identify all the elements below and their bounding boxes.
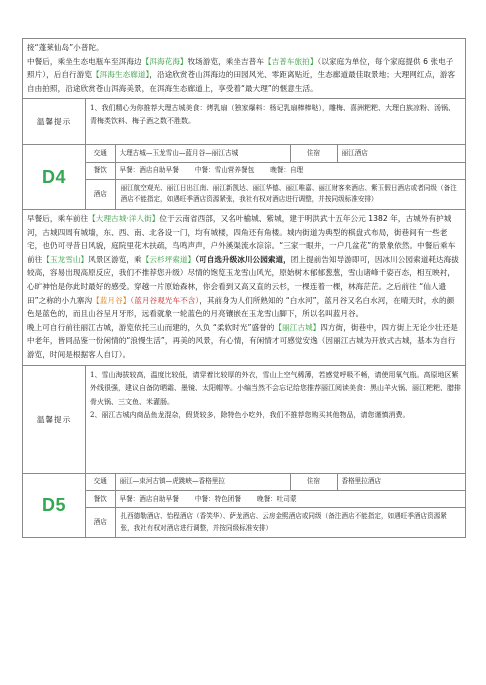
d4-stay-value: 丽江酒店 (337, 145, 465, 162)
d5-meal-label: 餐饮 (86, 491, 115, 508)
d5-breakfast: 早餐：酒店自助早餐 (119, 494, 179, 503)
d5-hotel-list: 扎西德勒酒店、怡程酒店（香笑华）、萨龙酒店、云房金熙酒店或同级（备注酒店不能指定，如遇旺季酒店资源紧张，我社有权对酒店进行调整，并按同级标准安排） (115, 508, 465, 538)
d4-text-1: 早餐后，乘车前往 (27, 214, 89, 224)
d5-stay-label: 住宿 (290, 474, 337, 491)
d4-info-table (86, 145, 465, 209)
d4-meal-label: 餐饮 (86, 162, 115, 179)
d5-transport-route: 丽江—束河古镇—虎跳峡—香格里拉 (115, 474, 290, 491)
day3-afternoon-text (23, 39, 466, 99)
intro-paragraph (27, 55, 461, 96)
dali-old-town-link: 【大理古城·洋人街】 (88, 214, 160, 224)
d4-hotel-label: 酒店 (86, 179, 115, 209)
jeep-photo-link: 【吉普车旅拍】 (263, 56, 318, 66)
d4-body-paragraph (27, 212, 461, 321)
d5-transport-label: 交通 (86, 474, 115, 491)
d4-lunch: 中餐：雪山营养餐包 (194, 166, 255, 175)
d4-transport-label: 交通 (86, 145, 115, 162)
tips1-text: 1、我们精心为你推荐大理古城美食：烤乳扇（独家爆料：杨记乳扇棒棒哒），雕梅、喜洲粑粑、大理白族凉粉、汤锅、青梅类饮料、梅子酒之数不胜数。 (86, 99, 466, 145)
blue-moon-valley-link: 【蓝月谷】 (92, 295, 131, 305)
erhai-flower-sea-link: 【洱海花海】 (141, 56, 188, 66)
d4-hotel-list: 丽江航空观光、丽江日出江南、丽江新凯达、丽江华德、丽江唯嘉、丽江财客来酒店、紫玉假日酒店或者同级（备注酒店不能指定，如遇旺季酒店资源紧张，我社有权对酒店进行调整，并按同级标准安排） (115, 179, 465, 209)
lijiang-old-town-link: 【丽江古城】 (274, 322, 321, 332)
d5-day-cell (23, 473, 86, 538)
d4-body-row (23, 210, 466, 366)
tips2-label: 温馨提示 (23, 365, 86, 473)
blue-moon-shuttle-note: （蓝月谷观光车不含） (130, 295, 200, 305)
d4-text-8: 团上提前告知导游即可，因冰川公园索道耗达海拔较高，容易出现高原反应，我们不推荐您升级）尽情的饱览玉龙雪山风光，原始树木郁郁葱葱，雪山诸峰千姿百态，相互映衬，心旷神怡是你此时最好的感受。穿越一片原始森林，你会看到又高又直的云杉，一棵连着一棵，林海茫茫。之后前往 “仙人遗田”之称的小九寨沟 (27, 254, 459, 305)
tips2-item-2: 2、丽江古城内商品鱼龙混杂，假货较多，除特色小吃外，我们不推荐您购买其他物品，请您谨慎消费。 (90, 411, 410, 420)
d4-day-label: D4 (41, 166, 66, 187)
d4-body-text (23, 210, 466, 366)
d4-meals (115, 162, 465, 179)
d5-dinner: 晚餐：吐司蒙 (257, 494, 297, 503)
d5-row (23, 473, 466, 538)
d4-transport-route: 大理古城—玉龙雪山—蓝月谷—丽江古城 (115, 145, 290, 162)
tips2-row (23, 365, 466, 473)
d4-text-5: 风景区游览，乘 (88, 254, 142, 264)
intro-line1: 接“蓬莱仙岛”小普陀。 (27, 43, 104, 52)
tips1-label: 温馨提示 (23, 99, 86, 145)
d4-text-11: ，其前身为人们所熟知的 “白水河”，蓝月谷又名白水河，在晴天时，水的颜色是蓝色的，而且山谷呈月牙形，远看就象一轮蓝色的月亮镶嵌在玉龙雪山脚下，所以名叫蓝月谷。 (27, 295, 455, 319)
d4-stay-label: 住宿 (290, 145, 337, 162)
eco-corridor-link: 【洱海生态廊道】 (92, 70, 150, 80)
intro-text-g: ，沿途欣赏苍山洱海边的田园风光、零距离贴近，生态廊道最佳取景地；大理网红点，游客自由拍照，沿途欣赏苍山洱海美景，在洱海生态廊道上，享受着“最大理”的惬意生活。 (27, 70, 456, 93)
d4-breakfast: 早餐：酒店自助早餐 (119, 166, 179, 175)
d5-hotel-label: 酒店 (86, 508, 115, 538)
tips2-item-1: 1、雪山海拔较高，温度比较低，请穿着比较厚的外衣，雪山上空气稀薄，若感觉呼吸不畅，请使用氧气瓶。高原地区紫外线很强，建议自备防晒霜、墨镜、太阳帽等。小编当然不会忘记给您推荐丽江阅读美食：黑山羊火锅、丽江粑粑、腊排骨火锅、三文鱼、米灌肠。 (90, 370, 461, 406)
intro-text-c: 牧场游览，乘坐吉普车 (187, 56, 264, 66)
tips2-text (86, 365, 466, 473)
itinerary-table (22, 38, 466, 538)
itinerary-page (22, 38, 465, 538)
d4-day-cell (23, 145, 86, 210)
d4-upgrade-note: （可自选升级冰川公园索道， (195, 254, 291, 264)
d4-evening-paragraph (27, 321, 461, 362)
tips1-row (23, 99, 466, 145)
d4-text-12: 晚上可自行前往丽江古城，游览依托三山而建的，久负 “柔软时光”盛誉的 (27, 322, 275, 332)
d4-row (23, 145, 466, 210)
d5-info-table (86, 474, 465, 538)
jade-dragon-snow-mountain-link: 【玉龙雪山】 (42, 254, 89, 264)
day3-afternoon-row (23, 39, 466, 99)
d5-day-label: D5 (41, 494, 66, 515)
intro-text-a: 中餐后，乘坐生态电瓶车至洱海边 (27, 56, 142, 66)
d4-text-14: 四方街，街巷中，四方街上无论少壮还是中老年，皆同品鉴一份闲情的“浪慢生活”，再美的风景，有心情，有闲情才可感觉安逸（因丽江古城为开放式古城，基本为自行游览，时间是根据客人自订）。 (27, 322, 458, 359)
spruce-meadow-cableway-link: 【云杉坪索道】 (141, 254, 196, 264)
d4-text-3: 位于云南省西部，又名叶榆城、紫城，建于明洪武十五年公元 1382 年，古城外有护城河，古城四周有城墙，东、西、南、北各设一门，均有城楼，四角还有角楼。城内街道为典型的棋盘式布局，街巷间有一些老宅，也仍可寻昔日风貌，庭院里花木扶疏，鸟鸣声声，户外溪渠流水淙淙。“三家一眼井，一户几盆花”的景象依然。中餐后乘车前往 (27, 214, 456, 264)
d5-meals (115, 491, 465, 508)
intro-text-e: （以家庭为单位，每个家庭提供 6 张电子照片），后自行游览 (27, 56, 454, 80)
d4-dinner: 晚餐：自理 (270, 166, 304, 175)
d5-stay-value: 香格里拉酒店 (337, 474, 465, 491)
d5-lunch: 中餐：特色团餐 (194, 494, 241, 503)
